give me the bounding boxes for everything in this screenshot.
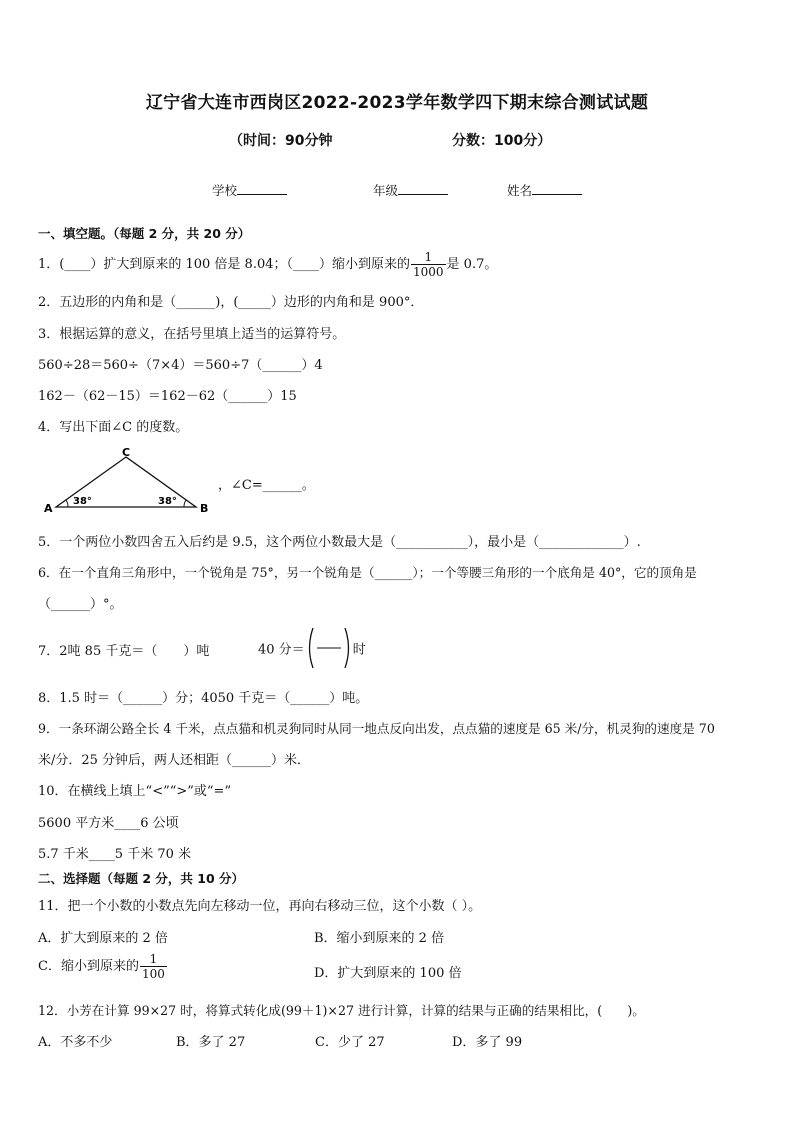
q11-c-frac-den: 100 [141,967,165,981]
time-limit: （时间：90分钟 [229,133,333,149]
question-6-line-1: 6．在一个直角三角形中，一个锐角是 75°，另一个锐角是（______）；一个等腰三角形的一个底角是 40°，它的顶角是 [38,565,697,580]
question-5: 5．一个两位小数四舍五入后约是 9.5，这个两位小数最大是（___________），最小是（_____________）. [38,535,641,550]
question-6-line-2: （______）°。 [38,597,123,612]
school-field[interactable] [212,181,287,199]
question-7 [38,640,209,659]
q1-frac-den: 1000 [413,265,444,279]
q7-text-c: 时 [352,642,366,658]
question-1 [38,250,497,279]
q11-option-c-fraction [140,952,167,981]
name-label: 姓名 [507,183,533,198]
q7-text-a: 7．2吨 85 千克＝（ ）吨 [38,644,210,659]
q11-option-c[interactable] [38,952,168,981]
q1-frac-num: 1 [411,250,446,265]
q11-option-a[interactable]: A．扩大到原来的 2 倍 [38,931,168,946]
q7-bracket-fraction [305,626,353,670]
school-label: 学校 [212,183,238,198]
q11-c-frac-num: 1 [140,952,167,967]
q12-option-c[interactable]: C．少了 27 [315,1035,385,1050]
question-8: 8．1.5 时＝（______）分；4050 千克＝（______）吨。 [38,691,369,706]
question-4-answer: ，∠C=______。 [218,478,315,493]
section-2-heading: 二、选择题（每题 2 分，共 10 分） [38,871,245,886]
question-10-line-2: 5.7 千米____5 千米 70 米 [38,847,192,862]
exam-title: 辽宁省大连市西岗区2022-2023学年数学四下期末综合测试试题 [145,93,649,113]
question-12: 12．小芳在计算 99×27 时，将算式转化成(99＋1)×27 进行计算，计算的结果与正确的结果相比，( )。 [38,1003,645,1018]
section-1-heading: 一、填空题。（每题 2 分，共 20 分） [38,226,251,241]
school-blank[interactable] [237,182,287,195]
q12-option-a[interactable]: A．不多不少 [38,1035,113,1050]
name-field[interactable] [507,181,582,199]
q7-bracket-drawing [305,626,353,670]
question-9-line-2: 米/分．25 分钟后，两人还相距（______）米． [38,753,311,768]
q1-text-a: 1．(____）扩大到原来的 100 倍是 8.04；（____）缩小到原来的 [38,257,410,272]
q7-text-b: 40 分＝ [258,642,305,658]
question-3: 3．根据运算的意义，在括号里填上适当的运算符号。 [38,327,346,342]
q1-text-b: 是 0.7。 [446,257,498,272]
q11-option-d[interactable]: D．扩大到原来的 100 倍 [314,966,462,981]
total-score: 分数：100分） [452,133,552,149]
question-3-line-1: 560÷28＝560÷（7×4）＝560÷7（______）4 [38,358,323,373]
q12-option-b[interactable]: B．多了 27 [176,1035,246,1050]
name-blank[interactable] [532,182,582,195]
angle-a-arc [66,500,68,507]
triangle-figure [38,444,218,516]
vertex-b-label: B [200,502,209,515]
q12-option-d[interactable]: D．多了 99 [452,1035,523,1050]
question-7-b [258,626,366,670]
question-2: 2．五边形的内角和是（______)，(_____）边形的内角和是 900°． [38,295,424,310]
q1-fraction [411,250,446,279]
question-4: 4．写出下面∠C 的度数。 [38,420,189,435]
grade-blank[interactable] [398,182,448,195]
question-3-line-2: 162－（62－15）＝162－62（______）15 [38,389,297,404]
vertex-a-label: A [44,502,53,515]
question-11: 11．把一个小数的小数点先向左移动一位，再向右移动三位，这个小数（ ）。 [38,899,482,914]
grade-field[interactable] [373,181,448,199]
question-9-line-1: 9．一条环湖公路全长 4 千米，点点猫和机灵狗同时从同一地点反向出发，点点猫的速度是 65 米/分，机灵狗的速度是 70 [38,721,715,736]
q11-option-b[interactable]: B．缩小到原来的 2 倍 [314,931,445,946]
angle-b-label: 38° [158,496,177,507]
grade-label: 年级 [373,183,399,198]
question-10: 10．在横线上填上“<”“>”或“=” [38,784,232,799]
angle-a-label: 38° [73,496,92,507]
vertex-c-label: C [122,446,131,459]
angle-b-arc [184,500,186,507]
question-10-line-1: 5600 平方米____6 公顷 [38,816,179,831]
q11-option-c-text: C．缩小到原来的 [38,959,139,974]
